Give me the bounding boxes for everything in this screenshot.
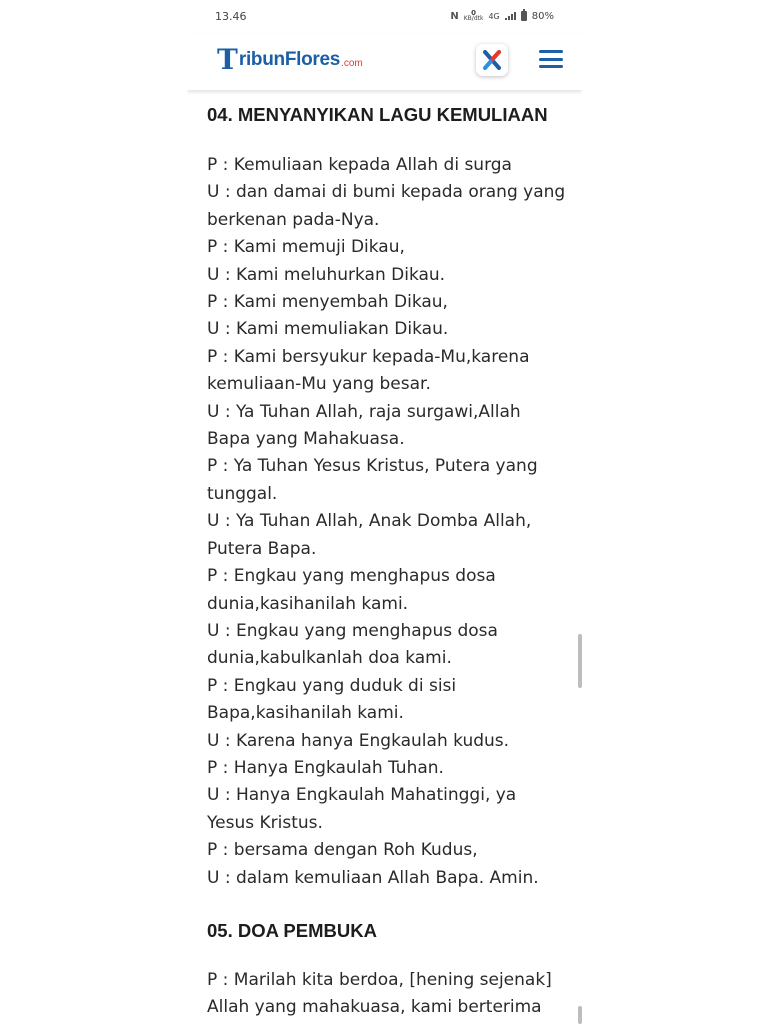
section-lines xyxy=(207,967,567,1022)
text-line: U : dalam kemuliaan Allah Bapa. Amin. xyxy=(207,867,539,888)
text-line: Yesus Kristus. xyxy=(207,812,323,833)
status-bar xyxy=(187,0,582,34)
text-line: kemuliaan-Mu yang besar. xyxy=(207,374,431,395)
status-icons xyxy=(450,10,554,22)
logo-text: ribunFlores xyxy=(238,49,341,70)
network-type: 4G xyxy=(488,11,500,21)
text-line: U : Kami meluhurkan Dikau. xyxy=(207,264,446,285)
x-app-button[interactable] xyxy=(476,44,508,76)
network-speed-unit: KB/dtk xyxy=(463,15,484,22)
text-line: U : Ya Tuhan Allah, Anak Domba Allah, xyxy=(207,511,532,532)
text-line: P : Engkau yang menghapus dosa xyxy=(207,566,496,587)
text-line: U : Hanya Engkaulah Mahatinggi, ya xyxy=(207,785,517,806)
text-line: U : dan damai di bumi kepada orang yang xyxy=(207,182,566,203)
text-line: P : Engkau yang duduk di sisi xyxy=(207,675,457,696)
tribunflores-logo[interactable] xyxy=(217,44,363,76)
text-line: tunggal. xyxy=(207,483,278,504)
text-line: P : Hanya Engkaulah Tuhan. xyxy=(207,757,444,778)
text-line: U : Ya Tuhan Allah, raja surgawi,Allah xyxy=(207,401,521,422)
text-line: dunia,kabulkanlah doa kami. xyxy=(207,648,452,669)
phone-screen xyxy=(187,0,582,1024)
text-line: P : Kemuliaan kepada Allah di surga xyxy=(207,155,512,175)
text-line: U : Engkau yang menghapus dosa xyxy=(207,620,498,641)
text-line: Allah yang mahakuasa, kami berterima xyxy=(207,997,542,1018)
text-line: P : Kami memuji Dikau, xyxy=(207,237,405,258)
scrollbar-thumb-lower[interactable] xyxy=(578,1006,582,1024)
network-speed xyxy=(464,10,484,22)
text-line: P : Ya Tuhan Yesus Kristus, Putera yang xyxy=(207,456,538,477)
site-header xyxy=(187,34,582,90)
section-title: 04. MENYANYIKAN LAGU KEMULIAAN xyxy=(207,104,548,125)
text-line: P : bersama dengan Roh Kudus, xyxy=(207,840,478,861)
text-line: berkenan pada-Nya. xyxy=(207,209,380,230)
text-line: U : Karena hanya Engkaulah kudus. xyxy=(207,730,510,751)
logo-domain: .com xyxy=(341,57,363,69)
text-line: dunia,kasihanilah kami. xyxy=(207,593,409,614)
logo-mark: T xyxy=(217,43,238,76)
text-line: P : Kami bersyukur kepada-Mu,karena xyxy=(207,346,530,367)
article-body xyxy=(207,100,567,1022)
battery-percentage: 80% xyxy=(531,10,554,22)
text-line: P : Marilah kita berdoa, [hening sejenak] xyxy=(207,969,552,990)
text-line: Bapa,kasihanilah kami. xyxy=(207,703,404,724)
scrollbar-thumb[interactable] xyxy=(578,634,582,688)
nfc-icon: N xyxy=(450,10,459,22)
text-line: Bapa yang Mahakuasa. xyxy=(207,429,405,450)
battery-icon xyxy=(521,11,527,21)
hamburger-menu-icon[interactable] xyxy=(539,48,563,70)
text-line: P : Kami menyembah Dikau, xyxy=(207,292,448,313)
text-line: U : Kami memuliakan Dikau. xyxy=(207,319,449,340)
signal-icon xyxy=(505,12,516,20)
x-logo-icon xyxy=(482,50,502,70)
network-speed-value: 0 xyxy=(471,9,477,17)
section-lines xyxy=(207,152,567,892)
status-time: 13.46 xyxy=(215,10,247,23)
section-title: 05. DOA PEMBUKA xyxy=(207,919,377,941)
text-line: Putera Bapa. xyxy=(207,538,317,559)
